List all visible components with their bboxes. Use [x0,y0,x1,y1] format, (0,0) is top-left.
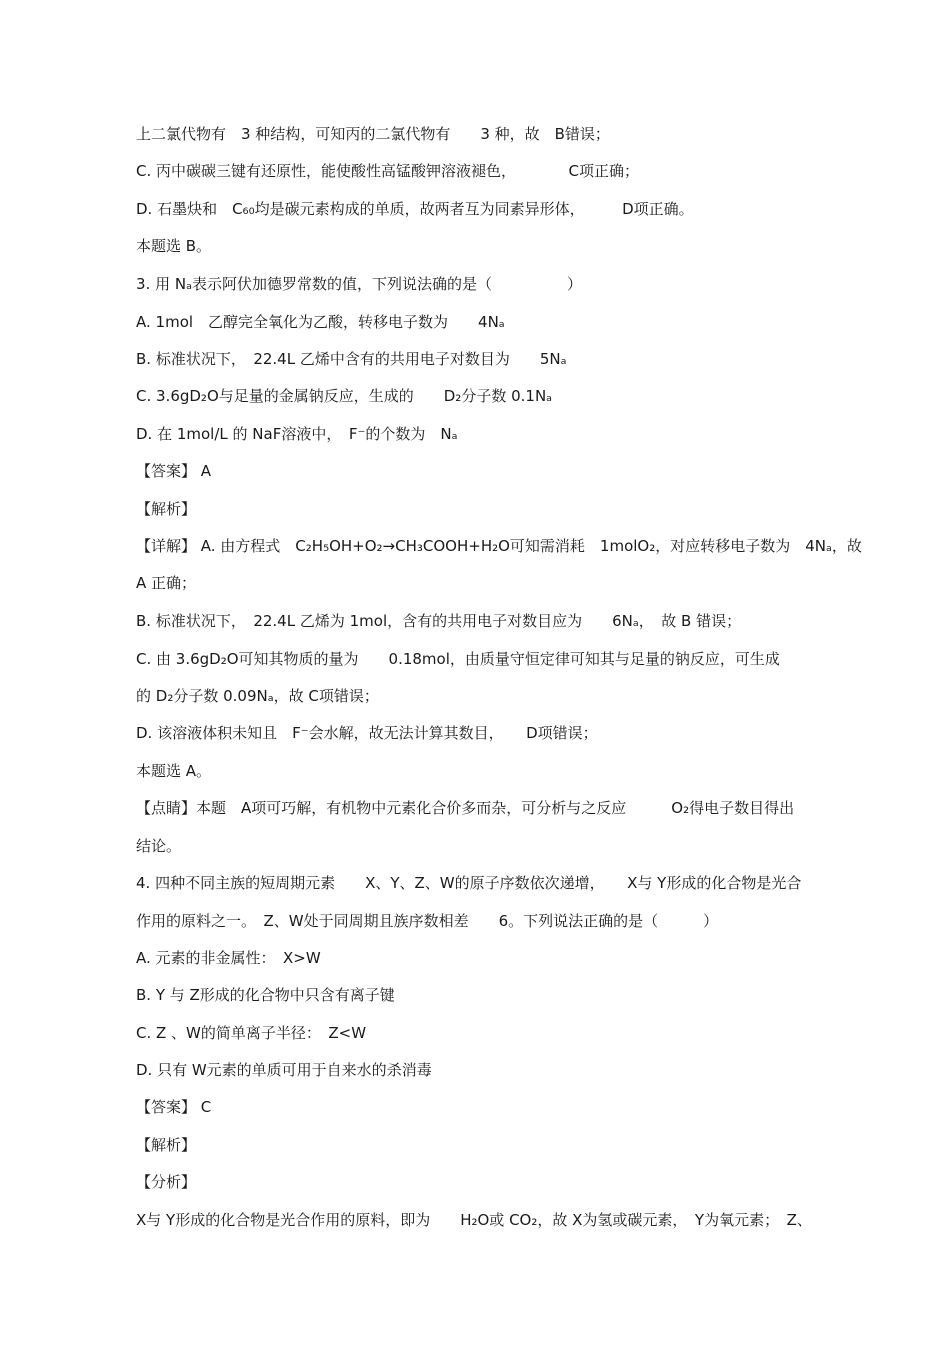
text-line: C. 由 3.6gD₂O可知其物质的量为 0.18mol，由质量守恒定律可知其与足量的钠反应，可生成 [136,650,780,668]
text-line: C. 丙中碳碳三键有还原性，能使酸性高锰酸钾溶液褪色， C项正确； [136,162,639,180]
option-c: C. 3.6gD₂O与足量的金属钠反应，生成的 D₂分子数 0.1Nₐ [136,387,553,405]
text-line: 【详解】 A. 由方程式 C₂H₅OH+O₂→CH₃COOH+H₂O可知需消耗 1molO₂，对应转移电子数为 4Nₐ，故 [136,537,862,555]
question-3-stem: 3. 用 Nₐ表示阿伏加德罗常数的值，下列说法确的是（ ） [136,275,582,293]
option-d: D. 在 1mol/L 的 NaF溶液中， F⁻的个数为 Nₐ [136,425,458,443]
text-line: 本题选 A。 [136,762,212,780]
option-b: B. 标准状况下， 22.4L 乙烯中含有的共用电子对数目为 5Nₐ [136,350,567,368]
text-line: A 正确； [136,574,197,592]
option-c: C. Z 、W的简单离子半径： Z<W [136,1024,367,1042]
analysis-label: 【解析】 [136,500,197,518]
text-line: 【点睛】本题 A项可巧解，有机物中元素化合价多而杂，可分析与之反应 O₂得电子数目得出 [136,799,795,817]
analysis-label: 【解析】 [136,1136,197,1154]
text-line: 上二氯代物有 3 种结构，可知丙的二氯代物有 3 种，故 B错误； [136,125,610,143]
text-line: D. 该溶液体积未知且 F⁻会水解，故无法计算其数目， D项错误； [136,724,598,742]
answer-label: 【答案】 C [136,1098,212,1116]
text-line: 结论。 [136,837,182,855]
option-b: B. Y 与 Z形成的化合物中只含有离子键 [136,986,395,1004]
option-a: A. 1mol 乙醇完全氧化为乙酸，转移电子数为 4Nₐ [136,313,505,331]
text-line: B. 标准状况下， 22.4L 乙烯为 1mol，含有的共用电子对数目应为 6Nₐ， 故 B 错误； [136,612,742,630]
analysis-subheading: 【分析】 [136,1173,197,1191]
text-line: 本题选 B。 [136,237,212,255]
text-line: X与 Y形成的化合物是光合作用的原料，即为 H₂O或 CO₂，故 X为氢或碳元素， Y为氧元素； Z、 [136,1211,812,1229]
text-line: 的 D₂分子数 0.09Nₐ，故 C项错误； [136,687,379,705]
option-d: D. 只有 W元素的单质可用于自来水的杀消毒 [136,1061,432,1079]
text-line: D. 石墨炔和 C₆₀均是碳元素构成的单质，故两者互为同素异形体， D项正确。 [136,200,694,218]
question-4-stem: 作用的原料之一。 Z、W处于同周期且族序数相差 6。下列说法正确的是（ ） [136,912,719,930]
question-4-stem: 4. 四种不同主族的短周期元素 X、Y、Z、W的原子序数依次递增， X与 Y形成的化合物是光合 [136,874,802,892]
option-a: A. 元素的非金属性： X>W [136,949,321,967]
answer-label: 【答案】 A [136,462,212,480]
